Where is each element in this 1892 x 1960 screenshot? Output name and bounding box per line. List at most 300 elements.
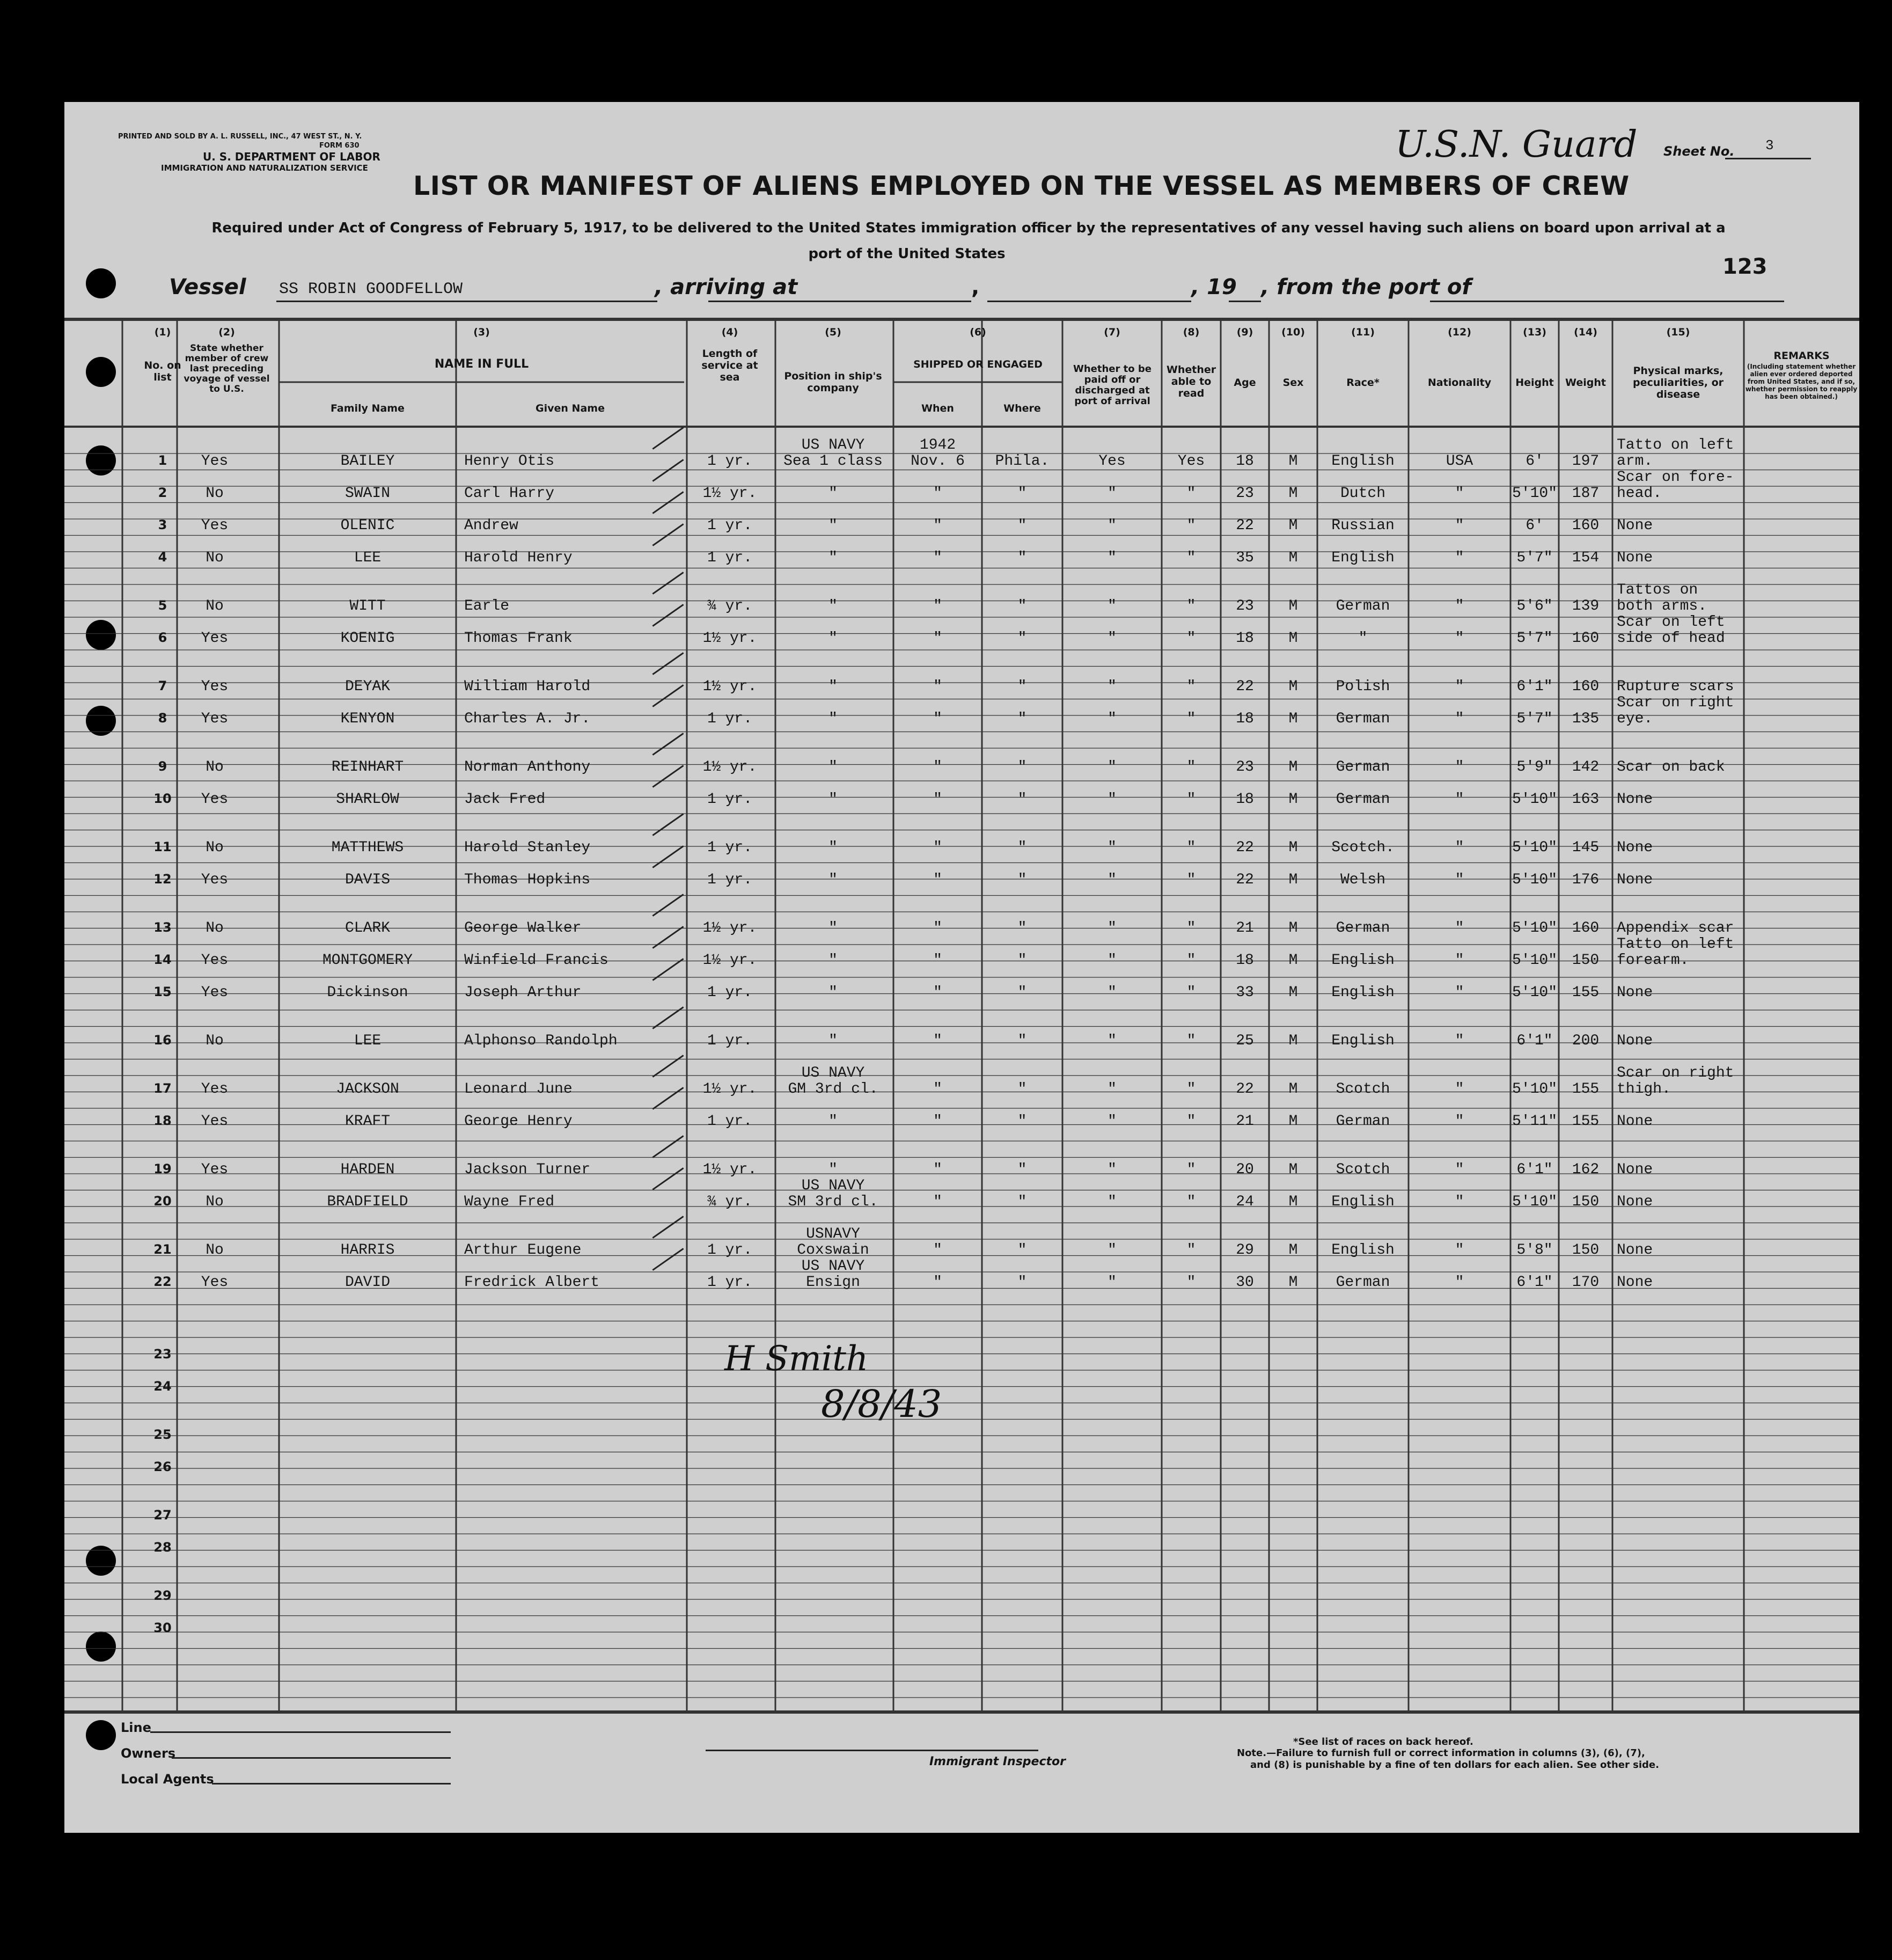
age: 24 [1236, 1194, 1254, 1210]
shipped-when: " [933, 872, 942, 888]
shipped-when: " [933, 598, 942, 615]
given-name: Thomas Frank [464, 630, 573, 647]
age: 20 [1236, 1161, 1254, 1178]
race: " [1358, 630, 1368, 647]
nationality: " [1455, 952, 1464, 969]
col10-label: Sex [1282, 377, 1304, 389]
given-name: Fredrick Albert [464, 1274, 600, 1291]
position: " [828, 984, 838, 1001]
race: German [1336, 759, 1390, 776]
handwritten-note: U.S.N. Guard [1395, 123, 1638, 166]
physical-marks: Scar on right [1617, 694, 1734, 711]
crew-member-status: Yes [201, 711, 229, 727]
paid-off: " [1108, 1113, 1117, 1130]
physical-marks: None [1617, 1161, 1653, 1178]
nationality: " [1455, 598, 1464, 615]
able-to-read: " [1186, 1194, 1196, 1210]
inspector-initials: H Smith [724, 1339, 869, 1379]
height: 5'11" [1512, 1113, 1557, 1130]
position: " [828, 1161, 838, 1178]
family-name: WITT [349, 598, 386, 615]
race: German [1336, 1113, 1390, 1130]
weight: 187 [1572, 485, 1600, 502]
physical-marks: None [1617, 984, 1653, 1001]
position: " [828, 550, 838, 566]
crew-member-status: No [206, 1033, 224, 1049]
manifest-sheet [64, 102, 1859, 1833]
crew-member-status: No [206, 839, 224, 856]
row-number: 11 [153, 839, 172, 854]
race: Scotch [1336, 1081, 1390, 1098]
position: SM 3rd cl. [788, 1194, 878, 1210]
col15-label: Physical marks, peculiarities, or disease [1632, 365, 1724, 400]
position: US NAVY [801, 1178, 865, 1194]
able-to-read: " [1186, 839, 1196, 856]
row-number: 19 [153, 1161, 172, 1176]
able-to-read: " [1186, 1113, 1196, 1130]
weight: 200 [1572, 1033, 1600, 1049]
shipped-where: " [1017, 1242, 1027, 1259]
page-title: LIST OR MANIFEST OF ALIENS EMPLOYED ON THE VESSEL AS MEMBERS OF CREW [413, 171, 1630, 201]
col9-label: Age [1234, 377, 1256, 389]
row-number: 29 [153, 1588, 172, 1603]
sex: M [1288, 711, 1298, 727]
age: 18 [1236, 952, 1254, 969]
sex: M [1288, 1274, 1298, 1291]
row-number: 5 [158, 598, 167, 613]
family-name: SHARLOW [336, 791, 399, 808]
weight: 139 [1572, 598, 1600, 615]
given-name: Joseph Arthur [464, 984, 582, 1001]
col11-label: Race* [1346, 377, 1380, 389]
paid-off: " [1108, 630, 1117, 647]
family-name: REINHART [331, 759, 404, 776]
printer-line: PRINTED AND SOLD BY A. L. RUSSELL, INC., 47 WEST ST., N. Y. [118, 133, 362, 141]
given-name: George Henry [464, 1113, 573, 1130]
row-number: 8 [158, 711, 167, 726]
height: 5'10" [1512, 485, 1557, 502]
vessel-name: SS ROBIN GOODFELLOW [279, 280, 463, 298]
able-to-read: " [1186, 872, 1196, 888]
nationality: " [1455, 1194, 1464, 1210]
race: Dutch [1340, 485, 1385, 502]
shipped-where: Phila. [995, 453, 1050, 470]
age: 22 [1236, 872, 1254, 888]
paid-off: " [1108, 952, 1117, 969]
page-number: 123 [1722, 254, 1768, 279]
crew-member-status: No [206, 598, 224, 615]
col7-label: Whether to be paid off or discharged at port of arrival [1073, 363, 1152, 407]
col13-num: (13) [1523, 326, 1546, 338]
family-name: KOENIG [340, 630, 395, 647]
remarks-label: REMARKS [1773, 350, 1830, 362]
nationality: " [1455, 872, 1464, 888]
family-name: MATTHEWS [331, 839, 404, 856]
age: 18 [1236, 711, 1254, 727]
paid-off: " [1108, 517, 1117, 534]
paid-off: " [1108, 872, 1117, 888]
service-length: 1½ yr. [702, 678, 757, 695]
line-field [150, 1731, 451, 1733]
weight: 160 [1572, 920, 1600, 937]
shipped-when: " [933, 759, 942, 776]
paid-off: " [1108, 1194, 1117, 1210]
able-to-read: " [1186, 678, 1196, 695]
sex: M [1288, 984, 1298, 1001]
nationality: " [1455, 550, 1464, 566]
race: German [1336, 598, 1390, 615]
paid-off: " [1108, 920, 1117, 937]
race: Scotch [1336, 1161, 1390, 1178]
row-number: 15 [153, 984, 172, 999]
nationality: " [1455, 839, 1464, 856]
subtitle-1: Required under Act of Congress of February 5, 1917, to be delivered to the United States immigration officer by the representatives of any vessel having such aliens on board upon arrival at a [211, 220, 1726, 236]
col12-num: (12) [1448, 326, 1471, 338]
row-number: 30 [153, 1620, 172, 1635]
position: " [828, 872, 838, 888]
service-length: 1½ yr. [702, 630, 757, 647]
col5-num: (5) [825, 326, 841, 338]
weight: 176 [1572, 872, 1600, 888]
paid-off: " [1108, 791, 1117, 808]
height: 6'1" [1516, 1033, 1553, 1049]
given-name: Wayne Fred [464, 1194, 555, 1210]
crew-member-status: Yes [201, 952, 229, 969]
nationality: " [1455, 630, 1464, 647]
sheet-label: Sheet No. [1663, 144, 1735, 159]
shipped-when: " [933, 485, 942, 502]
able-to-read: " [1186, 984, 1196, 1001]
physical-marks: both arms. [1617, 598, 1707, 615]
position: " [828, 920, 838, 937]
shipped-where: " [1017, 1033, 1027, 1049]
shipped-when: " [933, 984, 942, 1001]
paid-off: " [1108, 1161, 1117, 1178]
weight: 150 [1572, 952, 1600, 969]
paid-off: " [1108, 598, 1117, 615]
given-name: Henry Otis [464, 453, 555, 470]
shipped-where: " [1017, 1081, 1027, 1098]
race: German [1336, 791, 1390, 808]
inspector-signature-line [706, 1750, 1038, 1751]
crew-member-status: Yes [201, 1161, 229, 1178]
crew-member-status: Yes [201, 984, 229, 1001]
family-name: DEYAK [344, 678, 390, 695]
paid-off: " [1108, 1033, 1117, 1049]
col1-num: (1) [154, 326, 171, 338]
given-name: Winfield Francis [464, 952, 608, 969]
paid-off: " [1108, 485, 1117, 502]
able-to-read: " [1186, 759, 1196, 776]
paid-off: " [1108, 711, 1117, 727]
nationality: " [1455, 1242, 1464, 1259]
physical-marks: Tattos on [1617, 582, 1698, 598]
height: 5'10" [1512, 1081, 1557, 1098]
col4-num: (4) [721, 326, 738, 338]
position: " [828, 1033, 838, 1049]
height: 5'10" [1512, 1194, 1557, 1210]
age: 33 [1236, 984, 1254, 1001]
physical-marks: Appendix scar [1617, 920, 1734, 937]
weight: 154 [1572, 550, 1600, 566]
race: Scotch. [1331, 839, 1395, 856]
weight: 135 [1572, 711, 1600, 727]
paid-off: " [1108, 1081, 1117, 1098]
service-length: 1½ yr. [702, 952, 757, 969]
height: 5'7" [1516, 630, 1553, 647]
physical-marks: arm. [1617, 453, 1653, 470]
subtitle-2: port of the United States [808, 246, 1006, 262]
race: German [1336, 920, 1390, 937]
local-agents-field [212, 1783, 451, 1785]
shipped-where: " [1017, 952, 1027, 969]
nationality: " [1455, 791, 1464, 808]
weight: 150 [1572, 1194, 1600, 1210]
race: German [1336, 711, 1390, 727]
position: " [828, 839, 838, 856]
paid-off: " [1108, 759, 1117, 776]
position: " [828, 759, 838, 776]
sex: M [1288, 952, 1298, 969]
crew-member-status: Yes [201, 453, 229, 470]
shipped-where: " [1017, 920, 1027, 937]
height: 5'6" [1516, 598, 1553, 615]
inspector-label: Immigrant Inspector [929, 1755, 1066, 1768]
age: 18 [1236, 791, 1254, 808]
service-length: 1 yr. [707, 1113, 752, 1130]
penalty-note-1: Note.—Failure to furnish full or correct information in columns (3), (6), (7), [1237, 1747, 1645, 1759]
given-name: Andrew [464, 517, 518, 534]
shipped-where: " [1017, 550, 1027, 566]
sex: M [1288, 517, 1298, 534]
physical-marks: None [1617, 1113, 1653, 1130]
row-number: 4 [158, 550, 167, 565]
col6-where: Where [1003, 403, 1041, 414]
physical-marks: None [1617, 1194, 1653, 1210]
family-name: BAILEY [340, 453, 395, 470]
able-to-read: " [1186, 550, 1196, 566]
shipped-where: " [1017, 791, 1027, 808]
col8-num: (8) [1183, 326, 1200, 338]
paid-off: " [1108, 1242, 1117, 1259]
physical-marks: None [1617, 872, 1653, 888]
crew-member-status: Yes [201, 1274, 229, 1291]
paid-off: " [1108, 839, 1117, 856]
weight: 150 [1572, 1242, 1600, 1259]
nationality: " [1455, 485, 1464, 502]
race: English [1331, 550, 1395, 566]
physical-marks: Tatto on left [1617, 437, 1734, 454]
col3-num: (3) [473, 326, 490, 338]
shipped-when: " [933, 550, 942, 566]
service-length: 1½ yr. [702, 759, 757, 776]
given-name: Earle [464, 598, 510, 615]
service-label: IMMIGRATION AND NATURALIZATION SERVICE [161, 163, 368, 173]
physical-marks: Tatto on left [1617, 936, 1734, 953]
sex: M [1288, 1194, 1298, 1210]
race-note: *See list of races on back hereof. [1293, 1736, 1473, 1747]
nationality: " [1455, 1274, 1464, 1291]
nationality: " [1455, 1161, 1464, 1178]
col6-label: SHIPPED OR ENGAGED [913, 359, 1043, 370]
height: 5'10" [1512, 984, 1557, 1001]
height: 5'10" [1512, 839, 1557, 856]
given-name: Leonard June [464, 1081, 573, 1098]
shipped-where: " [1017, 598, 1027, 615]
family-name: HARRIS [340, 1242, 395, 1259]
position: " [828, 517, 838, 534]
nationality: " [1455, 984, 1464, 1001]
row-number: 10 [153, 791, 172, 806]
family-name: HARDEN [340, 1161, 395, 1178]
service-length: 1 yr. [707, 453, 752, 470]
shipped-where: " [1017, 517, 1027, 534]
family-name: DAVIS [344, 872, 390, 888]
physical-marks: None [1617, 550, 1653, 566]
age: 21 [1236, 920, 1254, 937]
row-number: 16 [153, 1033, 172, 1048]
shipped-when: " [933, 791, 942, 808]
service-length: 1½ yr. [702, 1081, 757, 1098]
shipped-where: " [1017, 630, 1027, 647]
col1-label: No. on list [144, 360, 181, 383]
service-length: 1 yr. [707, 550, 752, 566]
family-name: KRAFT [344, 1113, 390, 1130]
comma: , [971, 275, 980, 299]
paid-off: " [1108, 1274, 1117, 1291]
age: 23 [1236, 485, 1254, 502]
col3-given: Given Name [536, 403, 605, 414]
nationality: " [1455, 711, 1464, 727]
nationality: " [1455, 1081, 1464, 1098]
row-number: 24 [153, 1379, 172, 1394]
col6-when: When [921, 403, 954, 414]
row-number: 23 [153, 1347, 172, 1362]
age: 18 [1236, 630, 1254, 647]
sex: M [1288, 759, 1298, 776]
row-number: 20 [153, 1194, 172, 1209]
shipped-where: " [1017, 1113, 1027, 1130]
race: Welsh [1340, 872, 1385, 888]
able-to-read: " [1186, 517, 1196, 534]
family-name: SWAIN [344, 485, 390, 502]
col2-label: State whether member of crew last preceding voyage of vessel to U.S. [184, 343, 270, 394]
physical-marks: Rupture scars [1617, 678, 1734, 695]
crew-member-status: No [206, 550, 224, 566]
race: English [1331, 1194, 1395, 1210]
row-number: 21 [153, 1242, 172, 1257]
height: 5'10" [1512, 920, 1557, 937]
height: 6'1" [1516, 678, 1553, 695]
shipped-where: " [1017, 678, 1027, 695]
sex: M [1288, 839, 1298, 856]
age: 22 [1236, 517, 1254, 534]
crew-member-status: Yes [201, 791, 229, 808]
race: German [1336, 1274, 1390, 1291]
able-to-read: " [1186, 791, 1196, 808]
col13-label: Height [1515, 377, 1554, 389]
able-to-read: " [1186, 598, 1196, 615]
physical-marks: None [1617, 517, 1653, 534]
given-name: Jackson Turner [464, 1161, 591, 1178]
shipped-when: " [933, 1033, 942, 1049]
able-to-read: Yes [1177, 453, 1205, 470]
col10-num: (10) [1281, 326, 1305, 338]
shipped-when: " [933, 517, 942, 534]
shipped-where: " [1017, 485, 1027, 502]
crew-member-status: No [206, 485, 224, 502]
crew-member-status: Yes [201, 1081, 229, 1098]
col7-num: (7) [1104, 326, 1120, 338]
physical-marks: None [1617, 1033, 1653, 1049]
weight: 142 [1572, 759, 1600, 776]
col12-label: Nationality [1427, 377, 1492, 389]
physical-marks: head. [1617, 485, 1662, 502]
service-length: ¾ yr. [707, 598, 752, 615]
position: US NAVY [801, 1065, 865, 1081]
height: 6'1" [1516, 1161, 1553, 1178]
race: English [1331, 453, 1395, 470]
vessel-label: Vessel [169, 275, 246, 299]
shipped-where: " [1017, 872, 1027, 888]
height: 5'8" [1516, 1242, 1553, 1259]
physical-marks: Scar on fore- [1617, 469, 1734, 486]
sex: M [1288, 1113, 1298, 1130]
sex: M [1288, 1242, 1298, 1259]
col8-label: Whether able to read [1166, 364, 1216, 399]
age: 30 [1236, 1274, 1254, 1291]
port-label: , from the port of [1261, 275, 1471, 299]
weight: 155 [1572, 1081, 1600, 1098]
physical-marks: eye. [1617, 711, 1653, 727]
paid-off: " [1108, 678, 1117, 695]
sheet-number: 3 [1765, 137, 1774, 153]
remarks-sub: (Including statement whether alien ever ordered deported from United States, and if so, whether permission to reapply has been obtained.) [1745, 363, 1858, 400]
shipped-when: Nov. 6 [911, 453, 965, 470]
nationality: USA [1446, 453, 1473, 470]
shipped-when: " [933, 920, 942, 937]
shipped-when: " [933, 1161, 942, 1178]
col15-num: (15) [1666, 326, 1690, 338]
age: 18 [1236, 453, 1254, 470]
shipped-when: " [933, 1113, 942, 1130]
inspection-date: 8/8/43 [821, 1382, 942, 1426]
shipped-where: " [1017, 1274, 1027, 1291]
form-number: FORM 630 [319, 142, 360, 150]
col11-num: (11) [1351, 326, 1375, 338]
sex: M [1288, 453, 1298, 470]
shipped-when: " [933, 711, 942, 727]
weight: 160 [1572, 678, 1600, 695]
arriving-label: , arriving at [655, 275, 798, 299]
col3-label: NAME IN FULL [434, 357, 529, 371]
col2-num: (2) [218, 326, 235, 338]
position: " [828, 711, 838, 727]
row-number: 1 [158, 453, 167, 468]
sex: M [1288, 485, 1298, 502]
shipped-when: " [933, 630, 942, 647]
given-name: William Harold [464, 678, 591, 695]
age: 25 [1236, 1033, 1254, 1049]
position: US NAVY [801, 437, 865, 454]
height: 5'10" [1512, 791, 1557, 808]
physical-marks: None [1617, 791, 1653, 808]
owners-field [172, 1757, 451, 1759]
sex: M [1288, 1033, 1298, 1049]
shipped-when: " [933, 678, 942, 695]
row-number: 27 [153, 1508, 172, 1523]
shipped-when: " [933, 1194, 942, 1210]
